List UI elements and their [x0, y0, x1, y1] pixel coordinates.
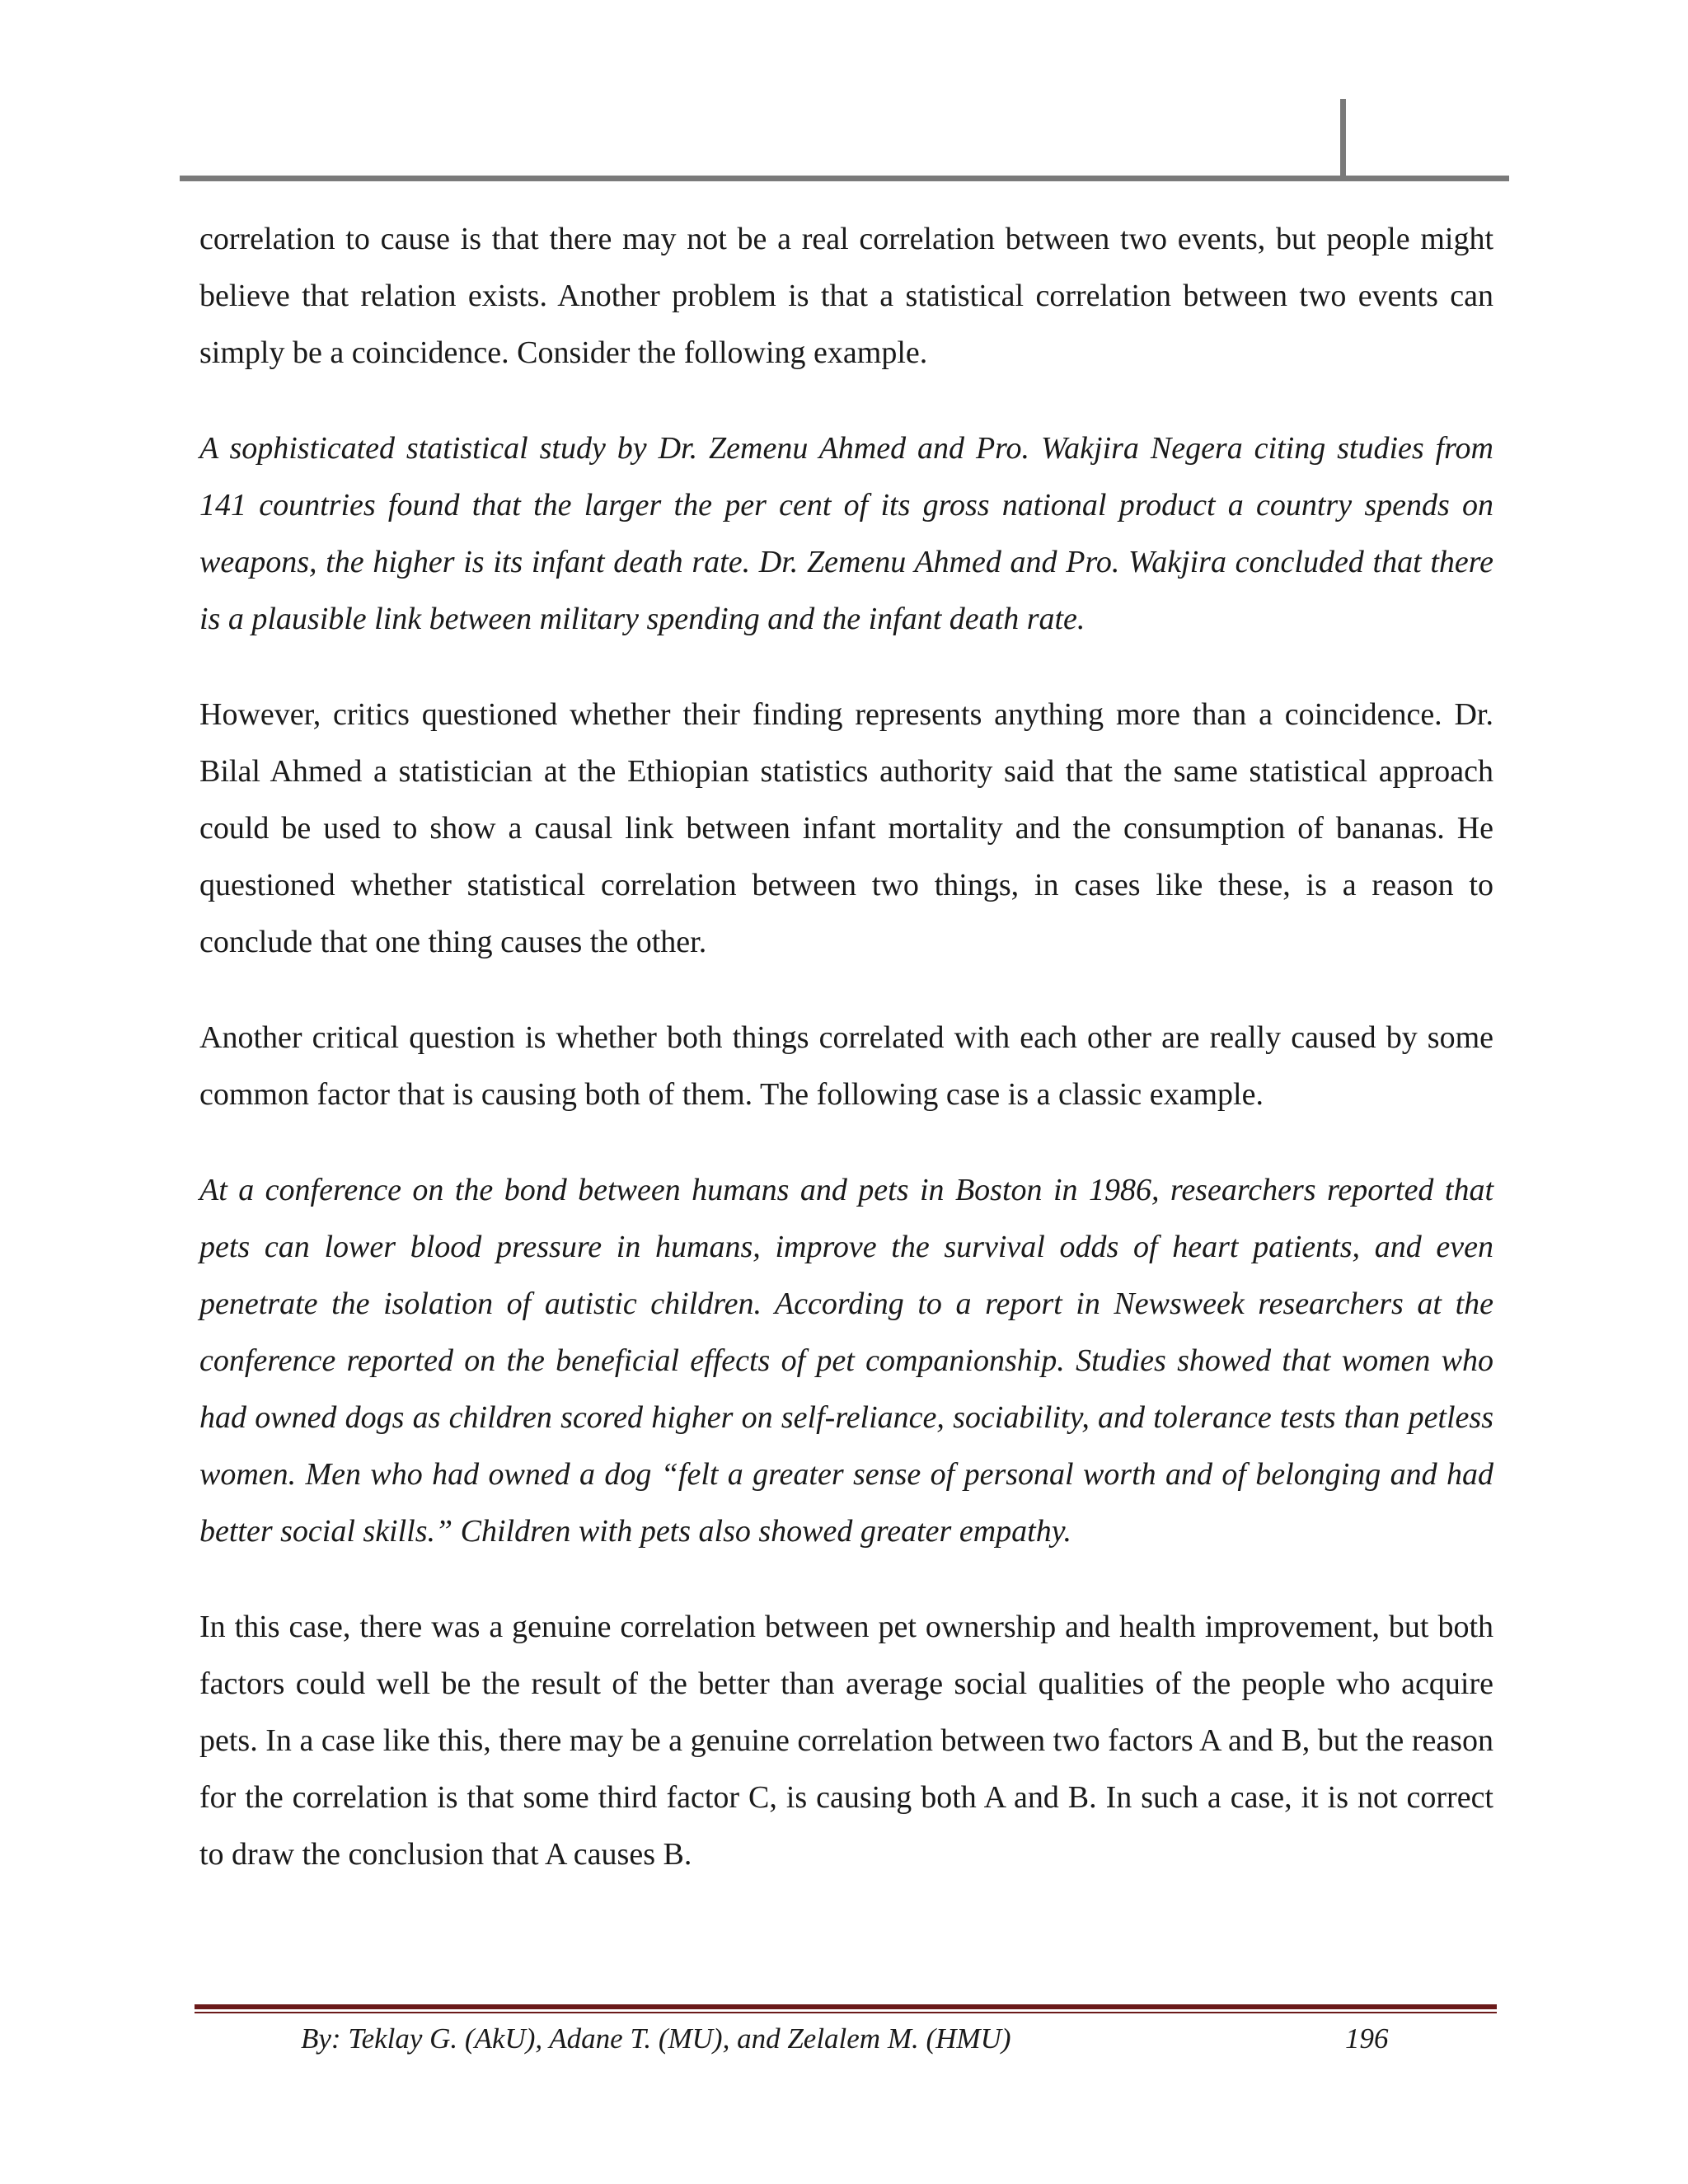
header-vertical-rule [1340, 99, 1346, 180]
footer-rule-thin [195, 2012, 1497, 2013]
page-number: 196 [1345, 2022, 1389, 2055]
paragraph-third-factor: In this case, there was a genuine correlation between pet ownership and health improvement, but both factors could well be the result of the better than average social qualities of the people who acquire pets. In a case like this, there may be a genuine correlation between two factors A and B, but the reason for the correlation is that some third factor C, is causing both A and B. In such a case, it is not correct to draw the conclusion that A causes B. [199, 1610, 1493, 1872]
paragraph-correlation-cause: correlation to cause is that there may not be a real correlation between two events, but people might believe that relation exists. Another problem is that a statistical correlation between two events can simply be a coincidence. Consider the following example. [199, 222, 1493, 370]
paragraph-critics: However, critics questioned whether their finding represents anything more than a coincidence. Dr. Bilal Ahmed a statistician at the Ethiopian statistics authority said that the same statistical approach could be used to show a causal link between infant mortality and the consumption of bananas. He questioned whether statistical correlation between two things, in cases like these, is a reason to conclude that one thing causes the other. [199, 697, 1493, 959]
footer-rule [195, 2004, 1497, 2009]
paragraph-common-factor: Another critical question is whether both things correlated with each other are really caused by some common factor that is causing both of them. The following case is a classic example. [199, 1020, 1493, 1112]
footer-authors: By: Teklay G. (AkU), Adane T. (MU), and Zelalem M. (HMU) [301, 2022, 1011, 2055]
example-military-spending: A sophisticated statistical study by Dr. Zemenu Ahmed and Pro. Wakjira Negera citing studies from 141 countries found that the larger the per cent of its gross national product a country spends on weapons, the higher is its infant death rate. Dr. Zemenu Ahmed and Pro. Wakjira concluded that there is a plausible link between military spending and the infant death rate. [199, 431, 1493, 636]
header-rule [180, 176, 1509, 181]
page-body [199, 211, 1493, 1922]
example-pets-conference: At a conference on the bond between humans and pets in Boston in 1986, researchers reported that pets can lower blood pressure in humans, improve the survival odds of heart patients, and even penetrate the isolation of autistic children. According to a report in Newsweek researchers at the conference reported on the beneficial effects of pet companionship. Studies showed that women who had owned dogs as children scored higher on self-reliance, sociability, and tolerance tests than petless women. Men who had owned a dog “felt a greater sense of personal worth and of belonging and had better social skills.” Children with pets also showed greater empathy. [199, 1173, 1493, 1549]
